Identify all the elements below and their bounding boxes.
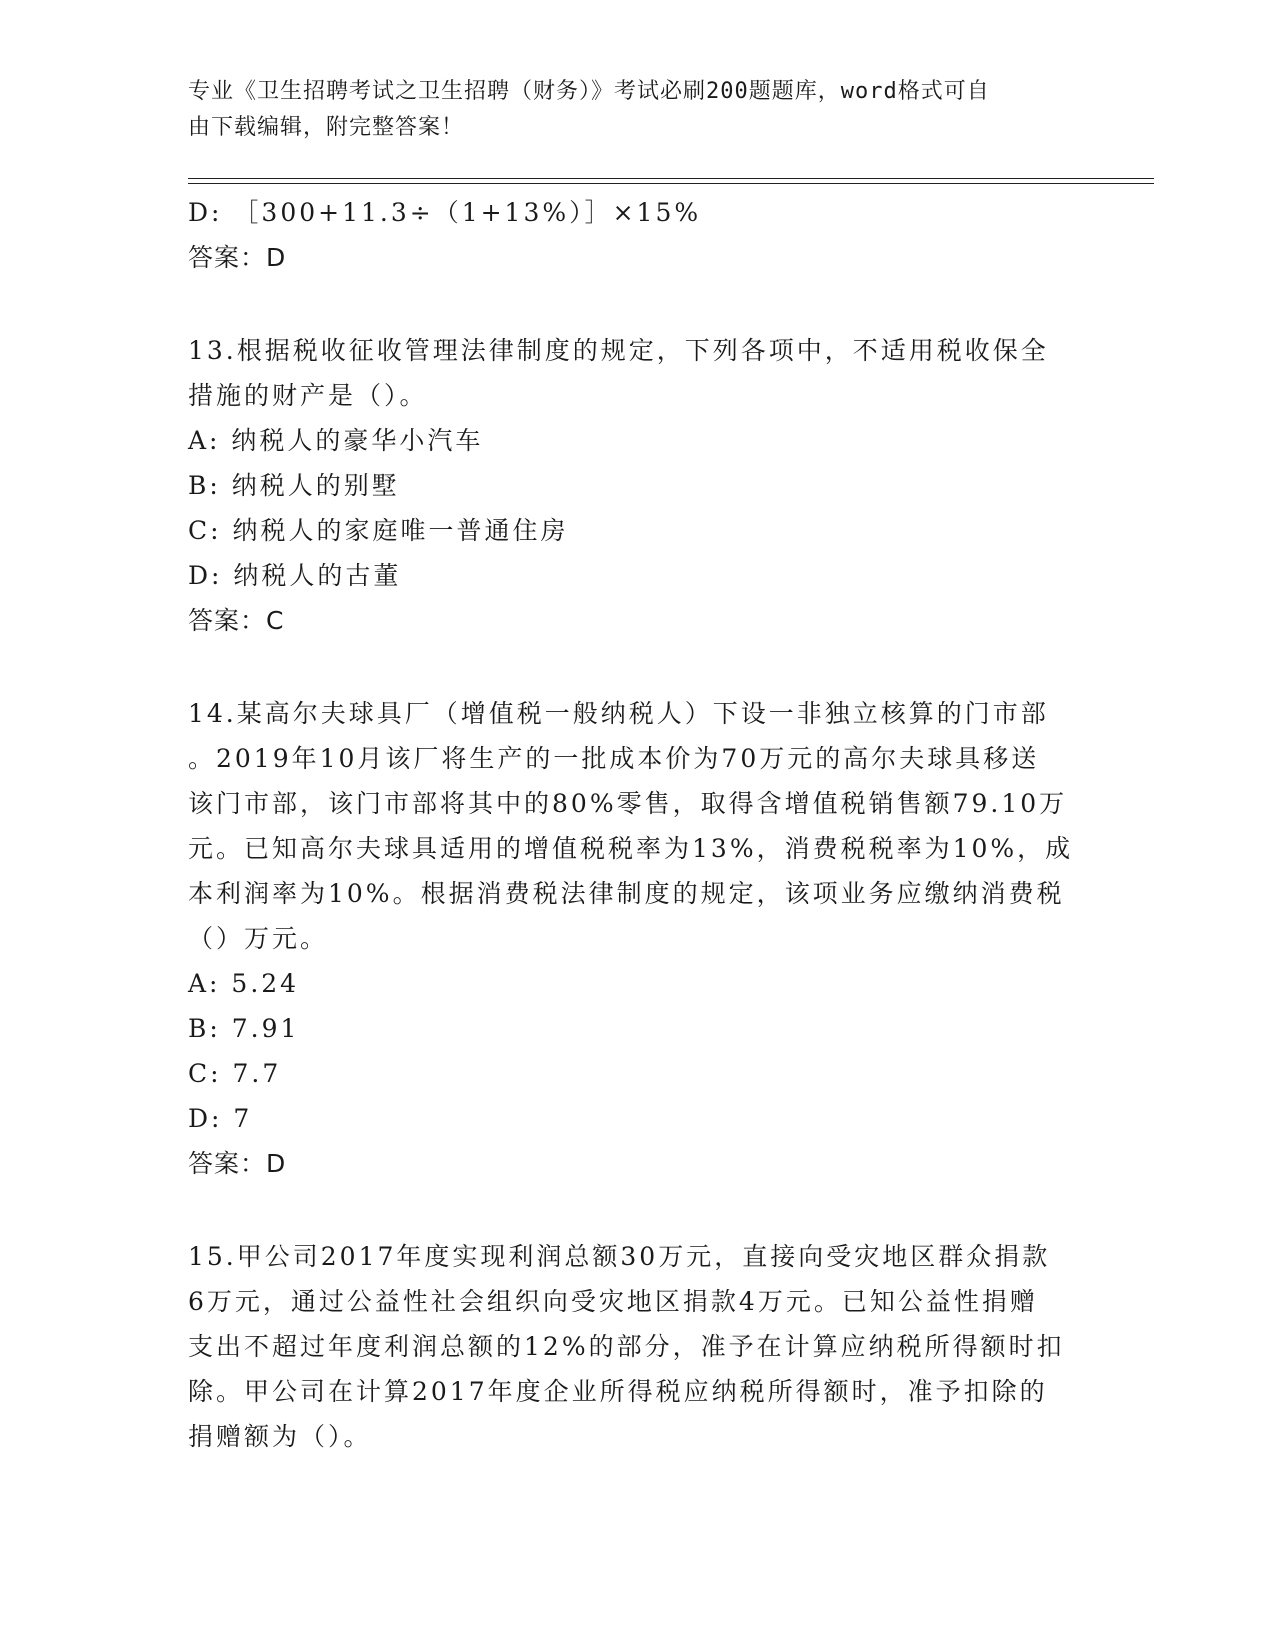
carryover-answer: 答案：D <box>188 243 287 272</box>
answer: 答案：D <box>188 1149 287 1178</box>
question-15 <box>188 1234 1083 1459</box>
option-c: C: 纳税人的家庭唯一普通住房 <box>188 516 569 545</box>
question-stem-line: 。2019年10月该厂将生产的一批成本价为70万元的高尔夫球具移送 <box>188 744 1040 773</box>
option-a: A: 纳税人的豪华小汽车 <box>188 426 484 455</box>
question-stem-line: 14.某高尔夫球具厂（增值税一般纳税人）下设一非独立核算的门市部 <box>188 699 1049 728</box>
question-13 <box>188 328 1083 643</box>
question-stem-line: 6万元，通过公益性社会组织向受灾地区捐款4万元。已知公益性捐赠 <box>188 1287 1038 1316</box>
question-stem-line: 13.根据税收征收管理法律制度的规定，下列各项中，不适用税收保全 <box>188 336 1049 365</box>
question-stem-line: （）万元。 <box>188 924 329 953</box>
question-stem-line: 该门市部，该门市部将其中的80%零售，取得含增值税销售额79.10万 <box>188 789 1068 818</box>
question-stem-line: 捐赠额为（）。 <box>188 1422 372 1451</box>
option-b: B: 纳税人的别墅 <box>188 471 400 500</box>
question-stem-line: 措施的财产是（）。 <box>188 381 428 410</box>
option-d: D: 7 <box>188 1104 253 1133</box>
option-d: D: 纳税人的古董 <box>188 561 402 590</box>
header-rule-top <box>188 178 1154 179</box>
question-stem-line: 15.甲公司2017年度实现利润总额30万元，直接向受灾地区群众捐款 <box>188 1242 1051 1271</box>
carryover-option-d: D: ［300+11.3÷（1+13%）］×15% <box>188 198 702 227</box>
option-c: C: 7.7 <box>188 1059 282 1088</box>
spacer <box>188 1186 1083 1234</box>
header-line-2: 由下载编辑，附完整答案！ <box>188 115 465 140</box>
spacer <box>188 643 1083 691</box>
document-header <box>188 74 1068 146</box>
question-14 <box>188 691 1083 1186</box>
option-a: A: 5.24 <box>188 969 300 998</box>
document-content <box>188 190 1083 1459</box>
question-stem-line: 除。甲公司在计算2017年度企业所得税应纳税所得额时，准予扣除的 <box>188 1377 1048 1406</box>
answer: 答案：C <box>188 606 285 635</box>
header-line-1: 专业《卫生招聘考试之卫生招聘（财务）》考试必刷200题题库，word格式可自 <box>188 79 990 104</box>
spacer <box>188 280 1083 328</box>
question-stem-line: 支出不超过年度利润总额的12%的部分，准予在计算应纳税所得额时扣 <box>188 1332 1065 1361</box>
header-rule-bottom <box>188 183 1154 184</box>
option-b: B: 7.91 <box>188 1014 300 1043</box>
question-stem-line: 元。已知高尔夫球具适用的增值税税率为13%，消费税税率为10%，成 <box>188 834 1074 863</box>
question-stem-line: 本利润率为10%。根据消费税法律制度的规定，该项业务应缴纳消费税 <box>188 879 1065 908</box>
